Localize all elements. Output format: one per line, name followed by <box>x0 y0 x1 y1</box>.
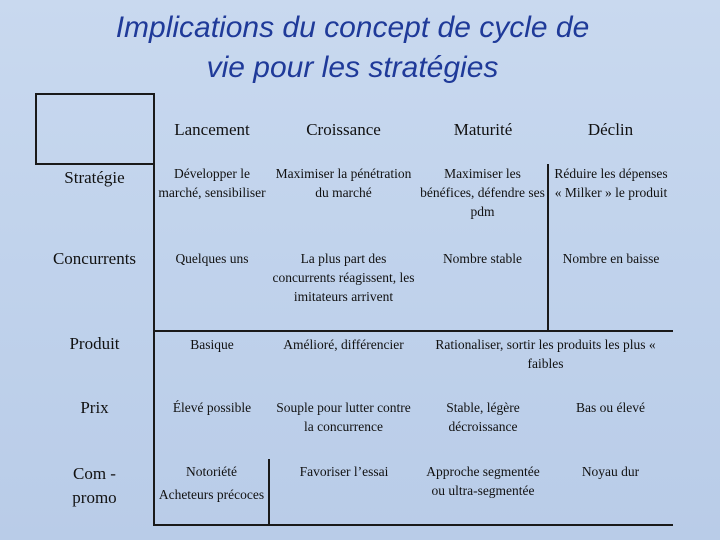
cell-prix-croissance: Souple pour lutter contre la concurrence <box>276 400 411 434</box>
cell-concurrents-declin: Nombre en baisse <box>548 249 673 331</box>
table-row-strategie <box>36 164 673 249</box>
header-declin: Déclin <box>587 119 634 139</box>
cell-strategie-declin-line-2: « Milker » le produit <box>554 185 668 200</box>
header-lancement: Lancement <box>174 119 250 139</box>
table-row-prix <box>36 395 673 459</box>
cell-com-promo-maturite: Approche segmentée ou ultra-segmentée <box>418 459 548 525</box>
row-label-strategie: Stratégie <box>64 168 125 187</box>
lifecycle-strategy-table <box>35 93 673 526</box>
slide-title-line-1: Implications du concept de cycle de <box>115 11 590 44</box>
cell-com-promo-croissance: Favoriser l’essai <box>269 459 418 525</box>
row-label-concurrents: Concurrents <box>52 249 137 268</box>
cell-prix-maturite: Stable, légère décroissance <box>446 400 520 434</box>
slide-title-line-2: vie pour les stratégies <box>206 51 499 84</box>
cell-com-promo-lancement-line-1: Notoriété <box>186 464 237 479</box>
cell-concurrents-croissance: La plus part des concurrents réagissent, les imitateurs arrivent <box>269 249 418 331</box>
row-label-produit: Produit <box>69 334 120 353</box>
cell-com-promo-declin: Noyau dur <box>548 459 673 525</box>
cell-produit-maturite-declin: Rationaliser, sortir les produits les plus « faibles <box>435 337 656 371</box>
header-croissance: Croissance <box>306 119 381 139</box>
cell-strategie-croissance: Maximiser la pénétration du marché <box>275 166 412 200</box>
row-label-com-promo: Com - promo <box>72 464 117 507</box>
table-row-com-promo <box>36 459 673 525</box>
header-maturite: Maturité <box>453 119 513 139</box>
cell-produit-lancement: Basique <box>154 331 269 395</box>
cell-concurrents-lancement: Quelques uns <box>154 249 269 331</box>
cell-prix-declin: Bas ou élevé <box>576 400 645 415</box>
row-label-prix: Prix <box>80 398 109 417</box>
table-row-produit <box>36 331 673 395</box>
cell-com-promo-lancement-line-2: Acheteurs précoces <box>158 487 265 502</box>
cell-com-promo-lancement <box>154 459 269 525</box>
table-row-concurrents <box>36 249 673 331</box>
cell-strategie-declin-line-1: Réduire les dépenses <box>554 166 668 181</box>
cell-strategie-declin <box>548 164 673 249</box>
cell-prix-lancement: Élevé possible <box>154 395 269 459</box>
table-header-row <box>36 94 673 164</box>
cell-strategie-lancement: Développer le marché, sensibiliser <box>154 164 269 249</box>
slide-title <box>0 8 705 88</box>
cell-concurrents-maturite: Nombre stable <box>418 249 548 331</box>
cell-produit-croissance: Amélioré, différencier <box>283 337 404 352</box>
empty-corner-cell <box>36 94 154 164</box>
cell-strategie-maturite: Maximiser les bénéfices, défendre ses pdm <box>420 166 545 219</box>
